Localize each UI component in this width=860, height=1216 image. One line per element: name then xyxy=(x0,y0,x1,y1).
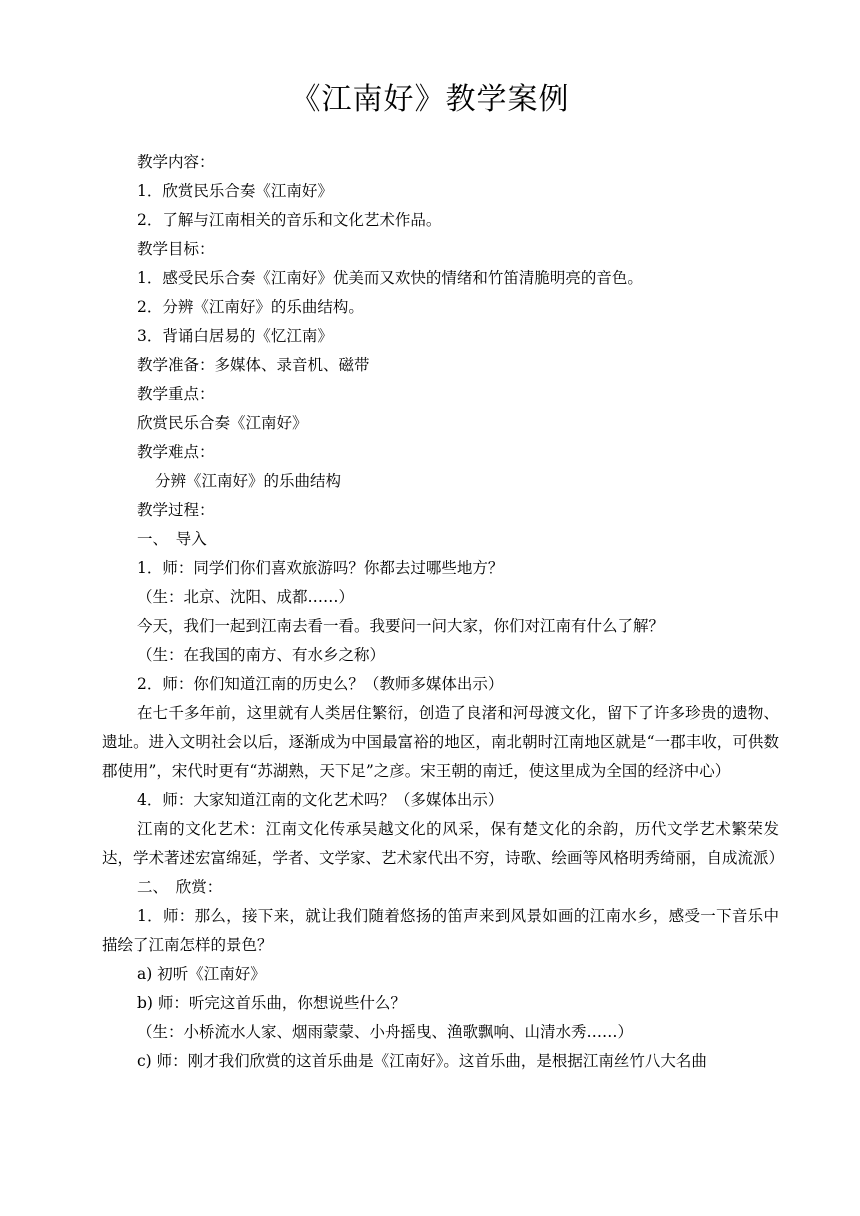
document-title: 《江南好》教学案例 xyxy=(290,82,570,117)
culture-paragraph: 江南的文化艺术：江南文化传承吴越文化的风采，保有楚文化的余韵，历代文学艺术繁荣发达，学术著述宏富绵延，学者、文学家、艺术家代出不穷，诗歌、绘画等风格明秀绮丽，自成流派） xyxy=(102,820,785,867)
goal-item-1: 1．感受民乐合奏《江南好》优美而又欢快的情绪和竹笛清脆明亮的音色。 xyxy=(137,269,643,287)
content-item-2: 2．了解与江南相关的音乐和文化艺术作品。 xyxy=(137,211,442,229)
preparation-line: 教学准备：多媒体、录音机、磁带 xyxy=(137,356,370,374)
intro-question-2: 今天，我们一起到江南去看一看。我要问一问大家，你们对江南有什么了解？ xyxy=(137,617,665,635)
step-heading-appreciation: 二、 欣赏： xyxy=(137,878,223,896)
document-body xyxy=(102,148,785,1076)
culture-question: 4．师：大家知道江南的文化艺术吗？（多媒体出示） xyxy=(137,791,504,809)
step-heading-intro: 一、 导入 xyxy=(137,530,207,548)
section-heading-key-points: 教学重点： xyxy=(137,385,215,403)
intro-question-1: 1．师：同学们你们喜欢旅游吗？你都去过哪些地方？ xyxy=(137,559,504,577)
student-answer-1: （生：北京、沈阳、成都……） xyxy=(137,588,355,606)
student-answer-3: （生：小桥流水人家、烟雨蒙蒙、小舟摇曳、渔歌飘响、山清水秀……） xyxy=(137,1023,634,1041)
appreciation-item-a: a) 初听《江南好》 xyxy=(137,965,266,983)
appreciation-question: 1．师：那么，接下来，就让我们随着悠扬的笛声来到风景如画的江南水乡，感受一下音乐中描绘了江南怎样的景色？ xyxy=(102,907,779,954)
key-point-text: 欣赏民乐合奏《江南好》 xyxy=(137,414,308,432)
content-item-1: 1．欣赏民乐合奏《江南好》 xyxy=(137,182,333,200)
section-heading-content: 教学内容： xyxy=(137,153,215,171)
history-paragraph: 在七千多年前，这里就有人类居住繁衍，创造了良渚和河母渡文化，留下了许多珍贵的遗物、遗址。进入文明社会以后，逐渐成为中国最富裕的地区，南北朝时江南地区就是“一郡丰收，可供数郡使用”，宋代时更有“苏湖熟，天下足”之彦。宋王朝的南迁，使这里成为全国的经济中心） xyxy=(102,704,779,780)
section-heading-difficulty: 教学难点： xyxy=(137,443,215,461)
appreciation-item-c: c) 师：刚才我们欣赏的这首乐曲是《江南好》。这首乐曲，是根据江南丝竹八大名曲 xyxy=(137,1052,707,1070)
difficulty-text: 分辨《江南好》的乐曲结构 xyxy=(155,472,342,490)
appreciation-item-b: b) 师：听完这首乐曲，你想说些什么？ xyxy=(137,994,406,1012)
student-answer-2: （生：在我国的南方、有水乡之称） xyxy=(137,646,386,664)
goal-item-2: 2．分辨《江南好》的乐曲结构。 xyxy=(137,298,364,316)
section-heading-goals: 教学目标： xyxy=(137,240,215,258)
section-heading-process: 教学过程： xyxy=(137,501,215,519)
goal-item-3: 3．背诵白居易的《忆江南》 xyxy=(137,327,333,345)
history-question: 2．师：你们知道江南的历史么？（教师多媒体出示） xyxy=(137,675,504,693)
